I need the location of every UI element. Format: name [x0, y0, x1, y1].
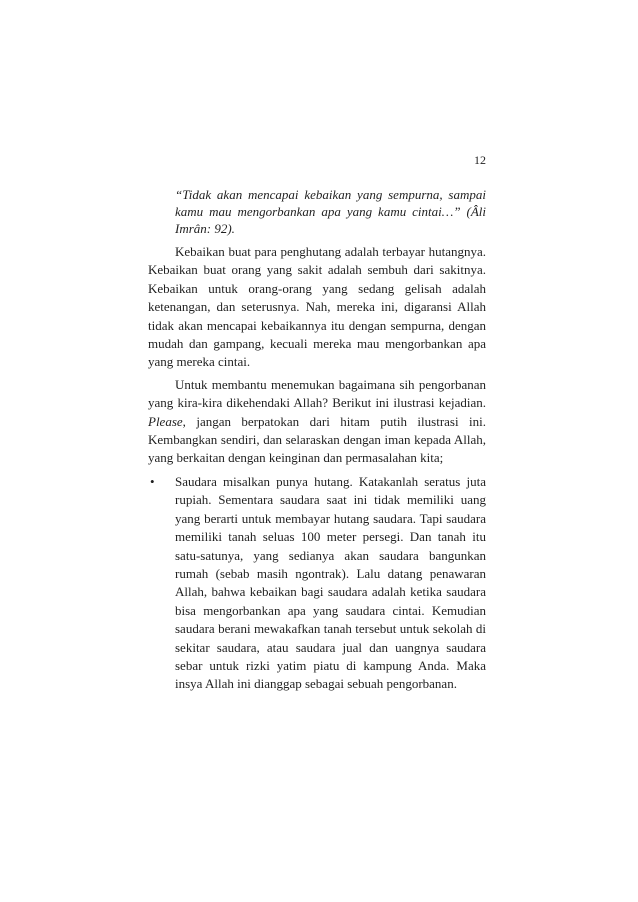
paragraph-kebaikan: Kebaikan buat para penghutang adalah terbayar hutangnya. Kebaikan buat orang yang sakit adalah sembuh dari sakitnya. Kebaikan untuk orang-orang yang sedang gelisah adalah ketenangan, dan seterusnya. Nah, mereka ini, digaransi Allah tidak akan mencapai kebaikannya itu dengan sempurna, dengan mudah dan gampang, kecuali mereka mau mengorbankan apa yang mereka cintai.: [148, 244, 486, 370]
bullet-icon: •: [150, 473, 155, 489]
paragraph-ilustrasi-italic-word: Please: [148, 413, 183, 429]
list-item: [148, 473, 486, 694]
paragraph-ilustrasi-text-end: , jangan berpatokan dari hitam putih ilustrasi ini. Kembangkan sendiri, dan selaraskan dengan iman kepada Allah, yang berkaitan dengan keinginan dan permasalahan kita;: [148, 413, 486, 466]
paragraph-ilustrasi: [148, 376, 486, 468]
paragraph-ilustrasi-text-start: Untuk membantu menemukan bagaimana sih pengorbanan yang kira-kira dikehendaki Allah? Berikut ini ilustrasi kejadian.: [148, 376, 486, 411]
quran-quote: “Tidak akan mencapai kebaikan yang sempurna, sampai kamu mau mengorbankan apa yang kamu cintai…” (Âli Imrân: 92).: [175, 187, 486, 236]
page-body: [148, 186, 486, 694]
page-number: 12: [474, 153, 486, 167]
bullet-list: [148, 473, 486, 694]
list-item-text: Saudara misalkan punya hutang. Katakanlah seratus juta rupiah. Sementara saudara saat ini tidak memiliki uang yang berarti untuk membayar hutang saudara. Tapi saudara memiliki tanah seluas 100 meter persegi. Dan tanah itu satu-satunya, yang sedianya akan saudara bangunkan rumah (sebab masih ngontrak). Lalu datang penawaran Allah, bahwa kebaikan bagi saudara adalah ketika saudara bisa mengorbankan apa yang saudara cintai. Kemudian saudara berani mewakafkan tanah tersebut untuk sekolah di sekitar saudara, atau saudara jual dan uangnya saudara sebar untuk rizki yatim piatu di kampung Anda. Maka insya Allah ini dianggap sebagai sebuah pengorbanan.: [175, 473, 486, 692]
